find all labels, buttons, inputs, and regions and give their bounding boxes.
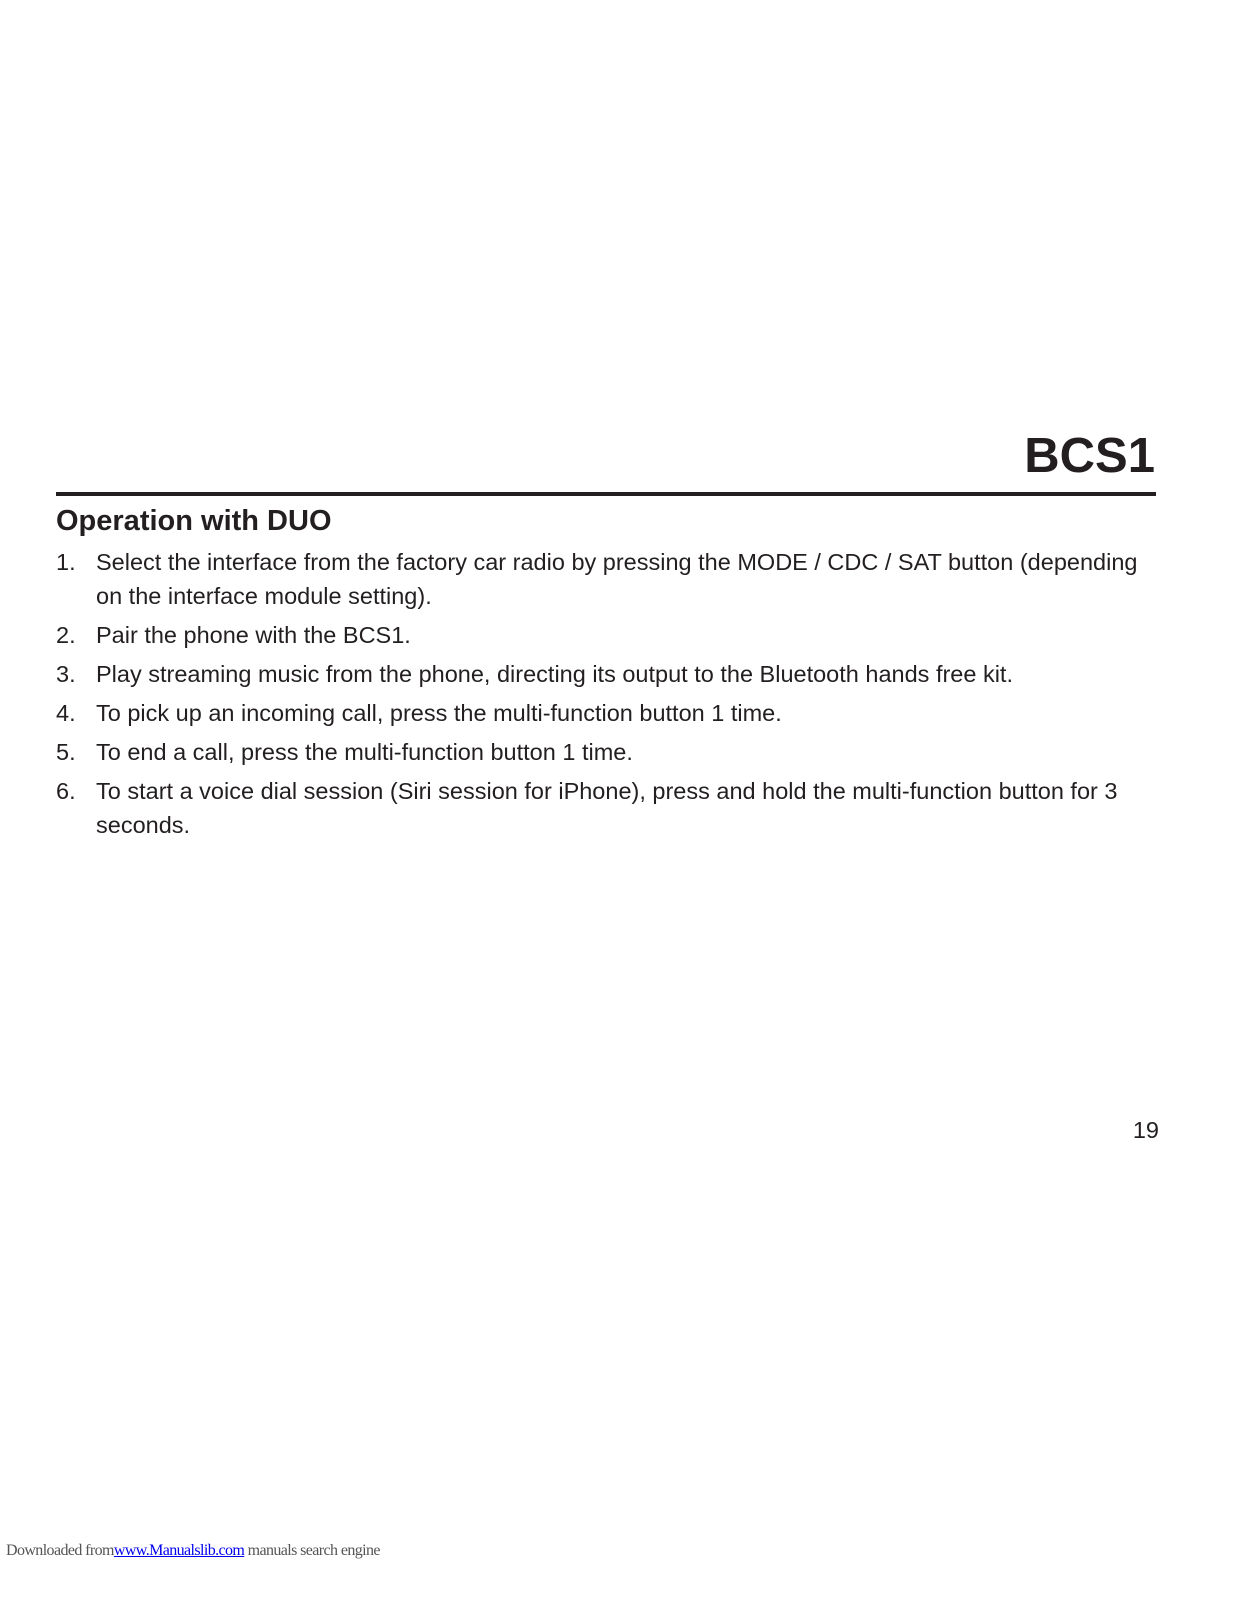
header-divider bbox=[56, 492, 1156, 496]
step-number: 2. bbox=[56, 622, 76, 648]
page-number: 19 bbox=[1132, 1117, 1159, 1143]
step-text: To end a call, press the multi-function button 1 time. bbox=[96, 739, 633, 765]
step-text: Select the interface from the factory car radio by pressing the MODE / CDC / SAT button (depending on the interface module setting). bbox=[96, 549, 1138, 609]
step-number: 6. bbox=[56, 778, 76, 804]
step-text: To pick up an incoming call, press the multi-function button 1 time. bbox=[96, 700, 782, 726]
step-item bbox=[56, 545, 1166, 613]
step-text: To start a voice dial session (Siri session for iPhone), press and hold the multi-function button for 3 seconds. bbox=[96, 778, 1118, 838]
step-number: 5. bbox=[56, 739, 76, 765]
step-number: 3. bbox=[56, 661, 76, 687]
section-heading: Operation with DUO bbox=[56, 505, 332, 537]
footer-prefix: Downloaded from bbox=[6, 1542, 114, 1559]
step-text: Play streaming music from the phone, directing its output to the Bluetooth hands free kit. bbox=[96, 661, 1013, 687]
step-item bbox=[56, 735, 1166, 769]
download-footer bbox=[6, 1542, 380, 1560]
steps-list bbox=[56, 545, 1166, 847]
step-number: 1. bbox=[56, 549, 76, 575]
step-item bbox=[56, 774, 1166, 842]
step-item bbox=[56, 657, 1166, 691]
step-item bbox=[56, 618, 1166, 652]
step-text: Pair the phone with the BCS1. bbox=[96, 622, 411, 648]
manualslib-link[interactable]: www.Manualslib.com bbox=[113, 1542, 245, 1559]
footer-suffix: manuals search engine bbox=[247, 1542, 380, 1559]
model-title: BCS1 bbox=[1024, 429, 1155, 483]
step-item bbox=[56, 696, 1166, 730]
step-number: 4. bbox=[56, 700, 76, 726]
